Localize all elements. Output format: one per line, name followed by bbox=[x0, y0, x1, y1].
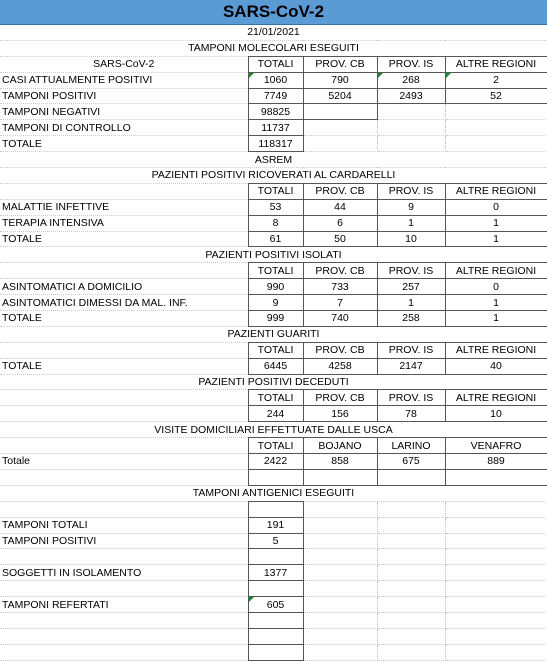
cell: 2422 bbox=[248, 454, 303, 470]
cell: 61 bbox=[248, 231, 303, 247]
row-label: ASINTOMATICI A DOMICILIO bbox=[0, 279, 248, 295]
cell: 858 bbox=[303, 454, 377, 470]
column-header: TOTALI bbox=[248, 56, 303, 72]
cell bbox=[303, 120, 377, 136]
column-header: PROV. CB bbox=[303, 183, 377, 199]
column-header: TOTALI bbox=[248, 263, 303, 279]
row-label: TOTALE bbox=[0, 311, 248, 327]
column-header: PROV. CB bbox=[303, 56, 377, 72]
column-header: LARINO bbox=[377, 438, 445, 454]
table-row bbox=[0, 231, 547, 247]
table-row bbox=[0, 295, 547, 311]
cell: 990 bbox=[248, 279, 303, 295]
header-row bbox=[0, 390, 547, 406]
column-header: PROV. CB bbox=[303, 390, 377, 406]
row-label: MALATTIE INFETTIVE bbox=[0, 199, 248, 215]
row-label: TAMPONI REFERTATI bbox=[0, 597, 248, 613]
header-row bbox=[0, 183, 547, 199]
header-row bbox=[0, 263, 547, 279]
cell: 2493 bbox=[377, 88, 445, 104]
table-row bbox=[0, 120, 547, 136]
column-header: TOTALI bbox=[248, 438, 303, 454]
column-header bbox=[0, 438, 248, 454]
column-header: PROV. CB bbox=[303, 342, 377, 358]
cell: 257 bbox=[377, 279, 445, 295]
row-label: TAMPONI DI CONTROLLO bbox=[0, 120, 248, 136]
cell: 740 bbox=[303, 311, 377, 327]
cell bbox=[377, 136, 445, 152]
report-date: 21/01/2021 bbox=[0, 25, 547, 40]
column-header: PROV. IS bbox=[377, 56, 445, 72]
cell: 5 bbox=[248, 533, 303, 549]
row-label: TAMPONI POSITIVI bbox=[0, 533, 248, 549]
section-header-usca: VISITE DOMICILIARI EFFETTUATE DALLE USCA bbox=[0, 422, 547, 438]
table-row bbox=[0, 104, 547, 120]
column-header bbox=[0, 263, 248, 279]
column-header bbox=[0, 390, 248, 406]
column-header: PROV. IS bbox=[377, 183, 445, 199]
cell: 8 bbox=[248, 215, 303, 231]
column-header: PROV. IS bbox=[377, 342, 445, 358]
section-header-hospitalized: PAZIENTI POSITIVI RICOVERATI AL CARDARELLI bbox=[0, 168, 547, 184]
cell: 1 bbox=[445, 215, 547, 231]
cell: 0 bbox=[445, 199, 547, 215]
header-row bbox=[0, 438, 547, 454]
cell: 1060 bbox=[248, 72, 303, 88]
table-row bbox=[0, 199, 547, 215]
cell bbox=[303, 104, 377, 120]
table-row bbox=[0, 215, 547, 231]
cell bbox=[445, 136, 547, 152]
table-row bbox=[0, 406, 547, 422]
cell: 1 bbox=[445, 295, 547, 311]
cell: 40 bbox=[445, 358, 547, 374]
column-header: PROV. IS bbox=[377, 390, 445, 406]
column-header: ALTRE REGIONI bbox=[445, 390, 547, 406]
cell: 156 bbox=[303, 406, 377, 422]
cell: 1 bbox=[377, 215, 445, 231]
row-label: TERAPIA INTENSIVA bbox=[0, 215, 248, 231]
table-row bbox=[0, 279, 547, 295]
cell: 5204 bbox=[303, 88, 377, 104]
column-header bbox=[0, 342, 248, 358]
column-header: PROV. IS bbox=[377, 263, 445, 279]
cell: 0 bbox=[445, 279, 547, 295]
cell: 6 bbox=[303, 215, 377, 231]
cell: 118317 bbox=[248, 136, 303, 152]
column-header: TOTALI bbox=[248, 390, 303, 406]
table-row bbox=[0, 597, 547, 613]
cell: 605 bbox=[248, 597, 303, 613]
section-header-molecular: TAMPONI MOLECOLARI ESEGUITI bbox=[0, 40, 547, 56]
cell: 6445 bbox=[248, 358, 303, 374]
cell: 98825 bbox=[248, 104, 303, 120]
row-label: SOGGETTI IN ISOLAMENTO bbox=[0, 565, 248, 581]
cell bbox=[303, 136, 377, 152]
cell: 52 bbox=[445, 88, 547, 104]
cell: 9 bbox=[377, 199, 445, 215]
table-row bbox=[0, 533, 547, 549]
column-header: ALTRE REGIONI bbox=[445, 183, 547, 199]
header-row bbox=[0, 342, 547, 358]
cell: 258 bbox=[377, 311, 445, 327]
sheet-title: SARS-CoV-2 bbox=[0, 0, 547, 25]
cell: 53 bbox=[248, 199, 303, 215]
column-header: BOJANO bbox=[303, 438, 377, 454]
row-label: ASINTOMATICI DIMESSI DA MAL. INF. bbox=[0, 295, 248, 311]
cell: 1 bbox=[377, 295, 445, 311]
table-row bbox=[0, 311, 547, 327]
column-header: ALTRE REGIONI bbox=[445, 56, 547, 72]
section-header-recovered: PAZIENTI GUARITI bbox=[0, 326, 547, 342]
cell: 50 bbox=[303, 231, 377, 247]
column-header: VENAFRO bbox=[445, 438, 547, 454]
column-header: ALTRE REGIONI bbox=[445, 263, 547, 279]
row-label: TAMPONI NEGATIVI bbox=[0, 104, 248, 120]
header-row bbox=[0, 56, 547, 72]
row-label: TOTALE bbox=[0, 231, 248, 247]
cell: 191 bbox=[248, 517, 303, 533]
cell bbox=[445, 104, 547, 120]
cell: 1 bbox=[445, 231, 547, 247]
cell: 889 bbox=[445, 454, 547, 470]
data-table bbox=[0, 25, 547, 661]
cell: 2147 bbox=[377, 358, 445, 374]
column-header: TOTALI bbox=[248, 342, 303, 358]
column-header: SARS-CoV-2 bbox=[0, 56, 248, 72]
cell: 1377 bbox=[248, 565, 303, 581]
cell: 2 bbox=[445, 72, 547, 88]
cell: 733 bbox=[303, 279, 377, 295]
row-label bbox=[0, 406, 248, 422]
cell: 7749 bbox=[248, 88, 303, 104]
row-label: TAMPONI TOTALI bbox=[0, 517, 248, 533]
table-row bbox=[0, 358, 547, 374]
row-label: CASI ATTUALMENTE POSITIVI bbox=[0, 72, 248, 88]
cell: 10 bbox=[445, 406, 547, 422]
cell bbox=[377, 104, 445, 120]
cell: 7 bbox=[303, 295, 377, 311]
column-header bbox=[0, 183, 248, 199]
cell: 9 bbox=[248, 295, 303, 311]
column-header: PROV. CB bbox=[303, 263, 377, 279]
section-header-deceased: PAZIENTI POSITIVI DECEDUTI bbox=[0, 374, 547, 390]
section-header-antigenic: TAMPONI ANTIGENICI ESEGUITI bbox=[0, 485, 547, 501]
cell: 10 bbox=[377, 231, 445, 247]
table-row bbox=[0, 88, 547, 104]
column-header: ALTRE REGIONI bbox=[445, 342, 547, 358]
table-row bbox=[0, 136, 547, 152]
table-row bbox=[0, 454, 547, 470]
cell: 244 bbox=[248, 406, 303, 422]
row-label: TOTALE bbox=[0, 358, 248, 374]
table-row bbox=[0, 565, 547, 581]
asrem-label: ASREM bbox=[0, 152, 547, 168]
row-label: TAMPONI POSITIVI bbox=[0, 88, 248, 104]
row-label: Totale bbox=[0, 454, 248, 470]
table-row bbox=[0, 72, 547, 88]
cell: 1 bbox=[445, 311, 547, 327]
cell bbox=[377, 120, 445, 136]
cell: 4258 bbox=[303, 358, 377, 374]
table-row bbox=[0, 517, 547, 533]
cell: 78 bbox=[377, 406, 445, 422]
column-header: TOTALI bbox=[248, 183, 303, 199]
section-header-isolated: PAZIENTI POSITIVI ISOLATI bbox=[0, 247, 547, 263]
cell: 790 bbox=[303, 72, 377, 88]
cell: 44 bbox=[303, 199, 377, 215]
cell: 999 bbox=[248, 311, 303, 327]
cell: 675 bbox=[377, 454, 445, 470]
cell bbox=[445, 120, 547, 136]
cell: 11737 bbox=[248, 120, 303, 136]
cell: 268 bbox=[377, 72, 445, 88]
row-label: TOTALE bbox=[0, 136, 248, 152]
